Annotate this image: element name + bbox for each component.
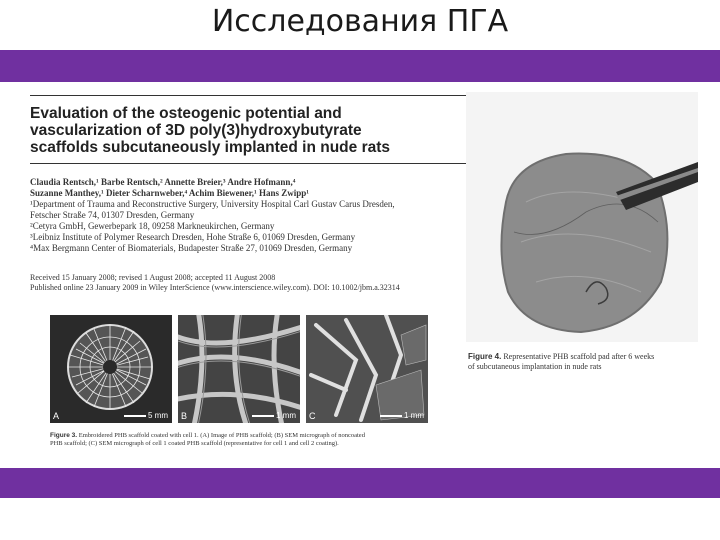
figure3-caption: [50, 432, 460, 448]
figure3-caption-text: Embroidered PHB scaffold coated with cell 1. (A) Image of PHB scaffold; (B) SEM micrograph of noncoated: [78, 432, 365, 439]
affiliation-line: Fetscher Straße 74, 01307 Dresden, Germany: [30, 210, 195, 220]
figure4-photo: [466, 92, 698, 342]
panel-letter: C: [309, 411, 316, 421]
figure4-caption-text: Representative PHB scaffold pad after 6 weeks: [503, 352, 655, 361]
author-line: Suzanne Manthey,¹ Dieter Scharnweber,⁴ Achim Biewener,¹ Hans Zwipp¹: [30, 188, 309, 198]
panel-b-sem-micrograph: [178, 315, 300, 423]
affiliation-line: ¹Department of Trauma and Reconstructive Surgery, University Hospital Carl Gustav Carus Dresden,: [30, 199, 395, 209]
received-info: [30, 273, 500, 293]
figure3-caption-label: Figure 3.: [50, 432, 78, 439]
paper-title: [30, 105, 500, 156]
figure4-caption-text: of subcutaneous implantation in nude rats: [468, 362, 602, 371]
scale-bar: 1 mm: [380, 411, 424, 420]
paper-title-line: vascularization of 3D poly(3)hydroxybutyrate: [30, 122, 362, 139]
title-rule-bottom: [30, 163, 495, 164]
scale-bar: 1 mm: [252, 411, 296, 420]
figure4-caption: [468, 352, 708, 372]
panel-c-sem-micrograph: [306, 315, 428, 423]
paper-authors: [30, 177, 500, 254]
slide-title: Исследования ПГА: [211, 4, 509, 39]
affiliation-line: ³Leibniz Institute of Polymer Research Dresden, Hohe Straße 6, 01069 Dresden, Germany: [30, 232, 356, 242]
published-line: Published online 23 January 2009 in Wiley InterScience (www.interscience.wiley.com). DOI: 10.1002/jbm.a.32314: [30, 283, 400, 292]
author-line: Claudia Rentsch,¹ Barbe Rentsch,² Annette Breier,³ Andre Hofmann,⁴: [30, 177, 296, 187]
bottom-accent-band: [0, 468, 720, 498]
figure3-caption-text: PHB scaffold; (C) SEM micrograph of cell 1 coated PHB scaffold (representative for cell 1 and cell 2 coating).: [50, 440, 339, 447]
top-accent-band: [0, 50, 720, 82]
scale-bar: 5 mm: [124, 411, 168, 420]
affiliation-line: ⁴Max Bergmann Center of Biomaterials, Budapester Straße 27, 01069 Dresden, Germany: [30, 243, 353, 253]
scaffold-pad-photo: [466, 92, 698, 342]
affiliation-line: ²Cetyra GmbH, Gewerbepark 18, 09258 Markneukirchen, Germany: [30, 221, 275, 231]
figure4-caption-label: Figure 4.: [468, 352, 502, 361]
sem-coated-fibers-image: [306, 315, 428, 423]
panel-a-scaffold-image: [50, 315, 172, 423]
sem-fibers-image: [178, 315, 300, 423]
paper-title-line: Evaluation of the osteogenic potential and: [30, 105, 342, 122]
scaffold-disc-image: [50, 315, 172, 423]
figure3-caption-line: [50, 432, 460, 440]
paper-title-line: scaffolds subcutaneously implanted in nude rats: [30, 139, 391, 156]
title-rule-top: [30, 95, 495, 96]
panel-letter: A: [53, 411, 60, 421]
received-line: Received 15 January 2008; revised 1 August 2008; accepted 11 August 2008: [30, 273, 276, 282]
figure4-caption-line: [468, 352, 708, 362]
panel-letter: B: [181, 411, 188, 421]
